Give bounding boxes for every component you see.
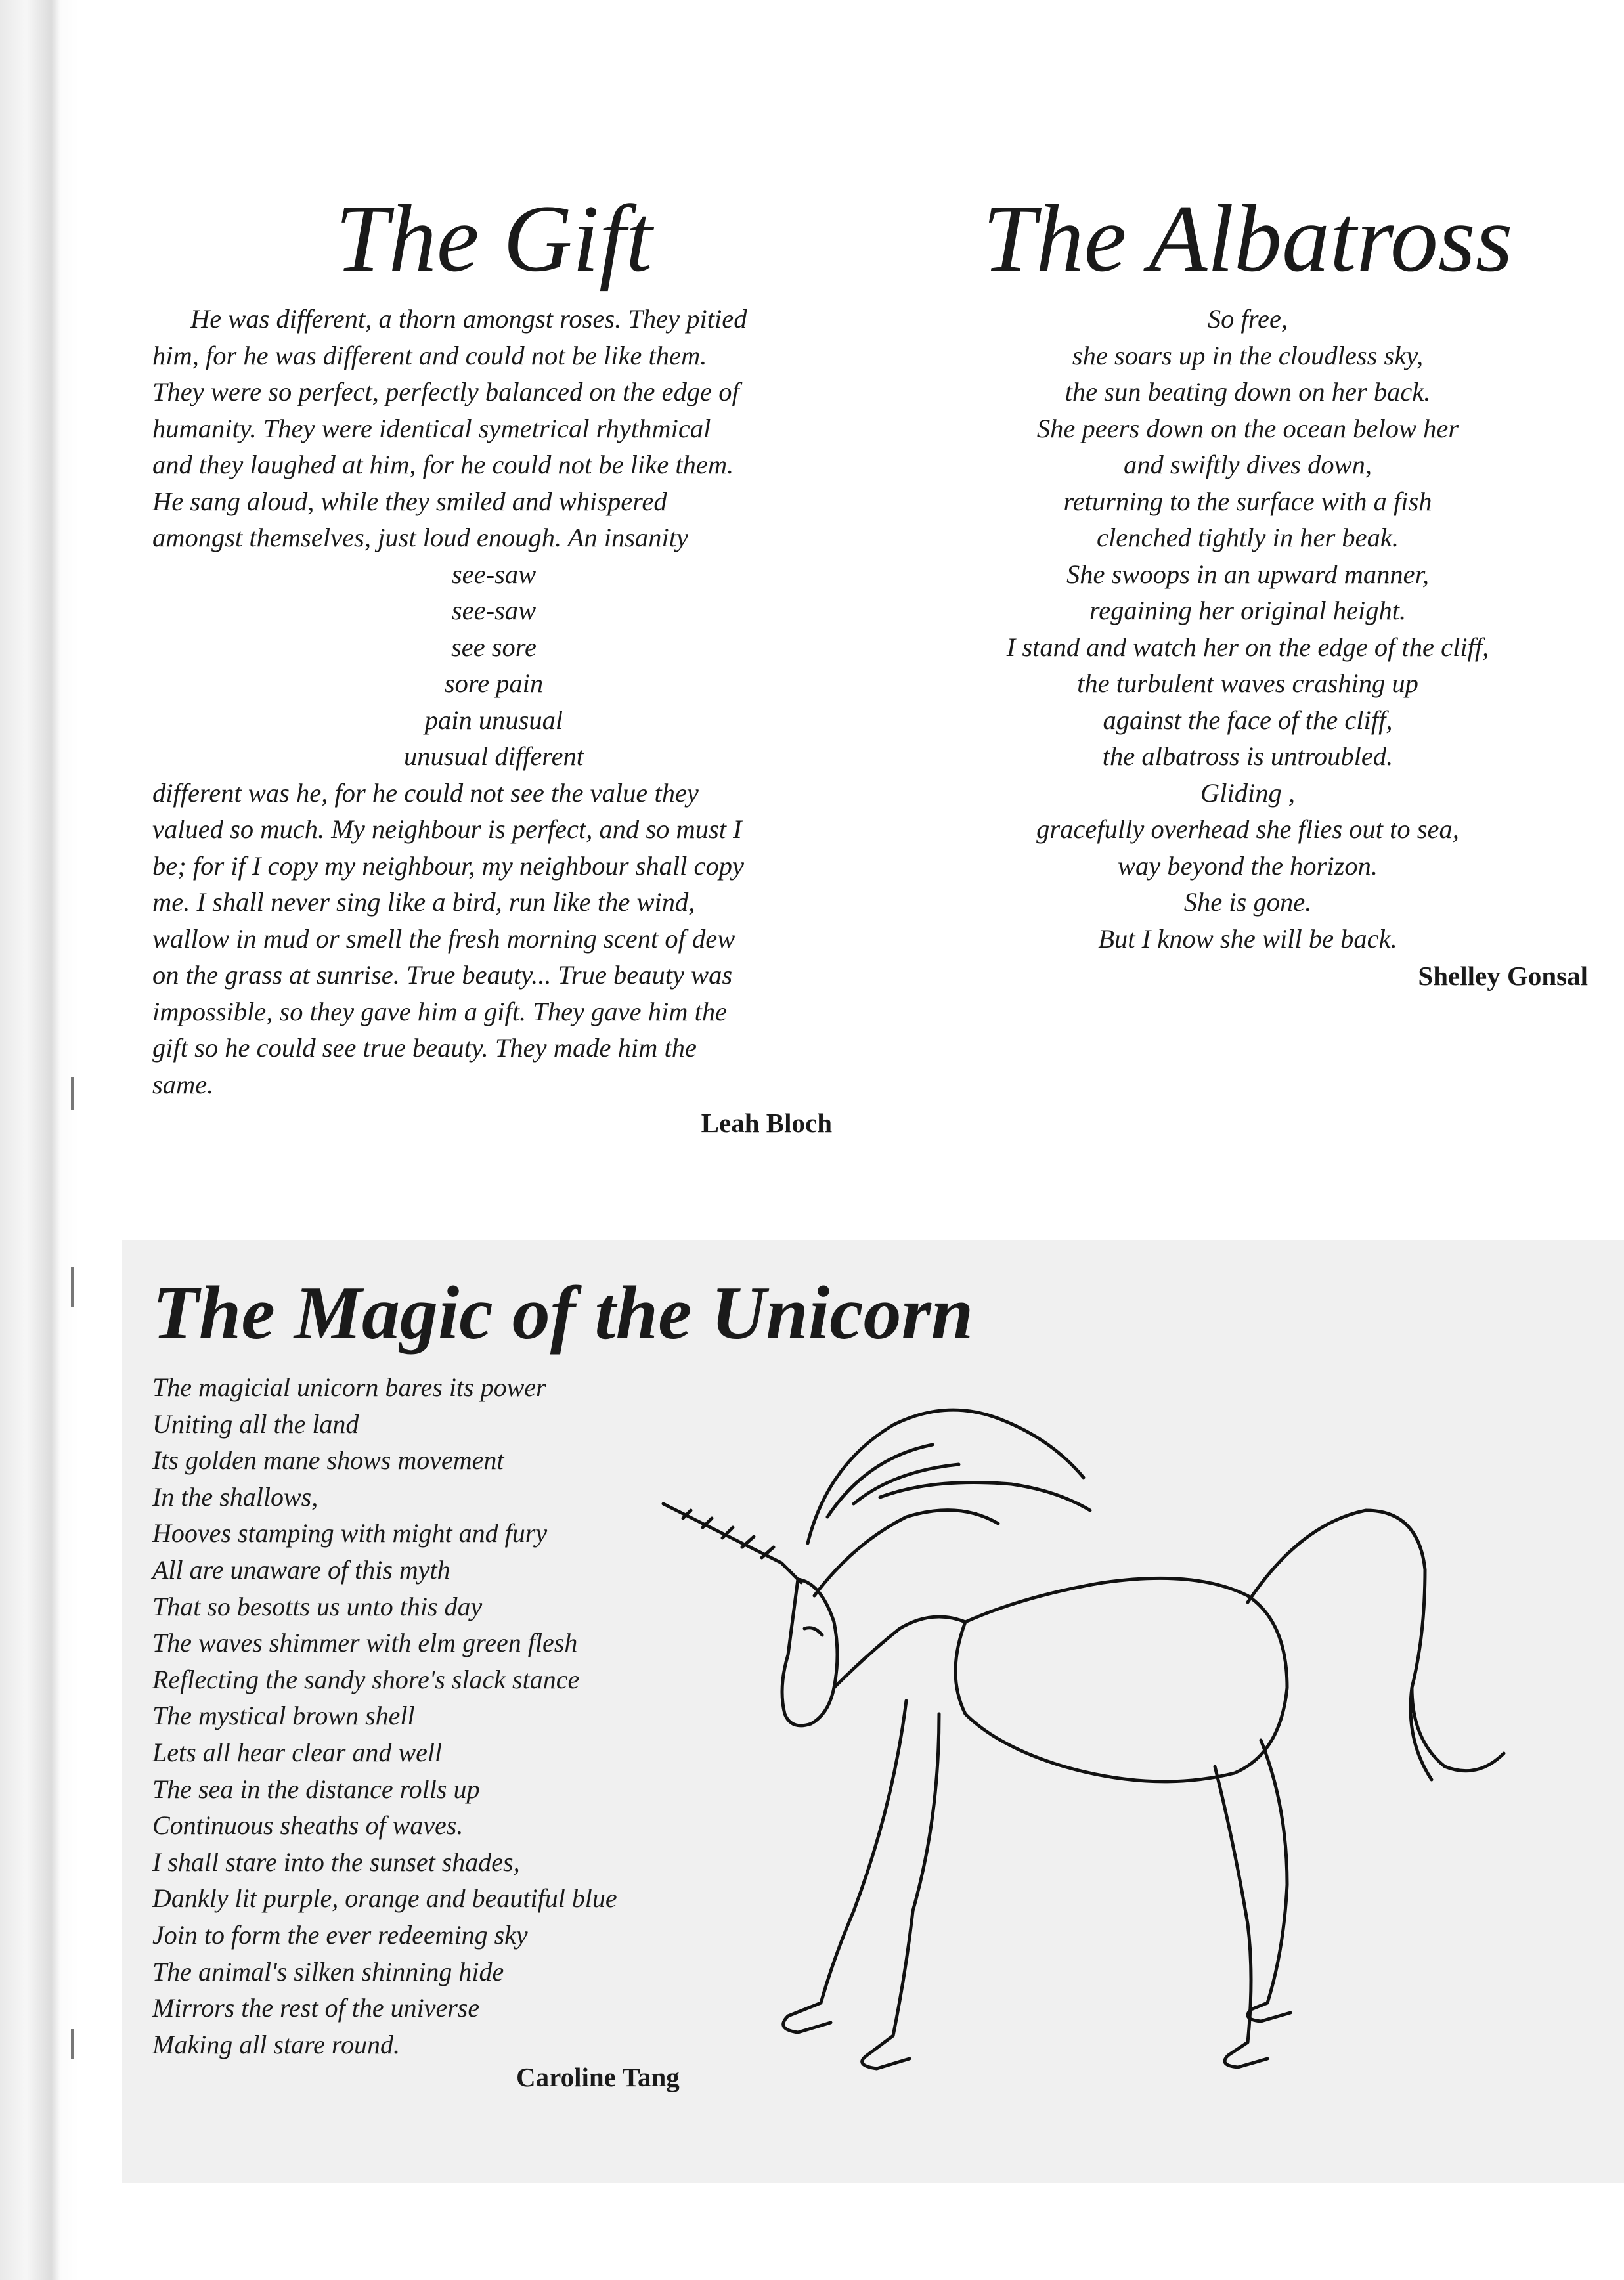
poem-line: returning to the surface with a fish [1063,486,1432,516]
poem-line: Uniting all the land [152,1409,359,1439]
poem-line: She is gone. [1183,887,1312,917]
poem-line: Making all stare round. [152,2029,401,2059]
poem-line: She peers down on the ocean below her [1036,413,1459,443]
unicorn-head [782,1579,837,1726]
poem-line: be; for if I copy my neighbour, my neighbour shall copy [152,850,744,881]
gift-poem [152,301,835,1103]
unicorn-tail [1248,1510,1504,1780]
poem-line: the turbulent waves crashing up [1077,669,1418,698]
poem-line: Continuous sheaths of waves. [152,1810,464,1841]
poem-line: amongst themselves, just loud enough. An insanity [152,523,688,552]
unicorn-hind-leg [1215,1740,1290,2067]
poem-line: gift so he could see true beauty. They made him the [152,1033,697,1063]
poem-line: humanity. They were identical symetrical rhythmical [152,413,711,443]
poem-line: valued so much. My neighbour is perfect, and so must I [152,814,742,844]
poem-line: gracefully overhead she flies out to sea, [1036,814,1459,844]
poem-line: see-saw [451,559,537,589]
poem-line: But I know she will be back. [1098,923,1397,954]
poem-line: He sang aloud, while they smiled and whispered [152,486,667,516]
poem-line: she soars up in the cloudless sky, [1072,340,1424,370]
poem-line: way beyond the horizon. [1118,850,1378,881]
poem-line: Mirrors the rest of the universe [152,1993,480,2023]
poem-line: see-saw [451,596,537,625]
binding-mark [71,1267,74,1307]
poem-line: pain unusual [424,705,563,735]
poem-line: me. I shall never sing like a bird, run like the wind, [152,887,695,917]
poem-line: Join to form the ever redeeming sky [152,1919,528,1950]
poem-line: same. [152,1069,214,1099]
page-binding-edge [0,0,79,2280]
poem-line: against the face of the cliff, [1103,705,1393,735]
poem-line: regaining her original height. [1089,596,1407,625]
binding-mark [71,2029,74,2059]
poem-line: All are unaware of this myth [152,1554,450,1585]
poem-line: The mystical brown shell [152,1701,415,1731]
poem-line: sore pain [444,669,544,698]
poem-line: on the grass at sunrise. True beauty... True beauty was [152,960,733,990]
poem-line: wallow in mud or smell the fresh morning scent of dew [152,923,735,954]
poem-line: That so besotts us unto this day [152,1591,483,1621]
poem-line: The magicial unicorn bares its power [152,1372,546,1402]
poem-line: the albatross is untroubled. [1102,741,1394,771]
poem-line: Dankly lit purple, orange and beautiful blue [152,1883,617,1914]
unicorn-title: The Magic of the Unicorn [152,1271,974,1355]
unicorn-neck [814,1510,998,1688]
poem-line: and swiftly dives down, [1124,450,1372,479]
poem-line: unusual different [403,741,584,771]
unicorn-body [955,1578,1287,1782]
unicorn-eye [804,1628,822,1635]
poem-line: She swoops in an upward manner, [1066,559,1430,589]
albatross-author: Shelley Gonsal [1418,961,1588,991]
binding-mark [71,1077,74,1110]
unicorn-author: Caroline Tang [516,2062,680,2092]
poem-line: Lets all hear clear and well [152,1737,443,1767]
poem-line: He was different, a thorn amongst roses. They pitied [190,304,747,334]
poem-line: Hooves stamping with might and fury [152,1518,548,1548]
poem-line: Its golden mane shows movement [152,1445,504,1476]
poem-line: Reflecting the sandy shore's slack stance [152,1664,580,1694]
poem-line: the sun beating down on her back. [1064,377,1431,406]
poem-line: Gliding , [1200,778,1295,808]
unicorn-illustration-icon [657,1346,1563,2101]
poem-line: I shall stare into the sunset shades, [152,1847,520,1877]
poem-line: In the shallows, [152,1481,318,1512]
poem-line: They were so perfect, perfectly balanced on the edge of [152,377,739,406]
poem-line: different was he, for he could not see the value they [152,778,699,808]
poem-line: and they laughed at him, for he could not be like them. [152,450,734,479]
gift-author: Leah Bloch [701,1108,832,1138]
poem-line: impossible, so they gave him a gift. They gave him the [152,996,728,1026]
albatross-title: The Albatross [982,185,1513,292]
poem-line: I stand and watch her on the edge of the cliff, [1006,632,1489,662]
unicorn-front-leg [783,1701,939,2069]
poem-line: The waves shimmer with elm green flesh [152,1628,578,1658]
unicorn-mane [808,1410,1090,1543]
gift-title: The Gift [335,185,653,292]
poem-line: The sea in the distance rolls up [152,1774,480,1804]
unicorn-poem [152,1369,743,2063]
poem-line: clenched tightly in her beak. [1097,523,1399,552]
albatross-poem [900,301,1596,957]
poem-line: So free, [1207,304,1288,334]
poem-line: see sore [450,632,537,662]
poem-line: him, for he was different and could not be like them. [152,340,707,370]
poem-line: The animal's silken shinning hide [152,1956,504,1986]
